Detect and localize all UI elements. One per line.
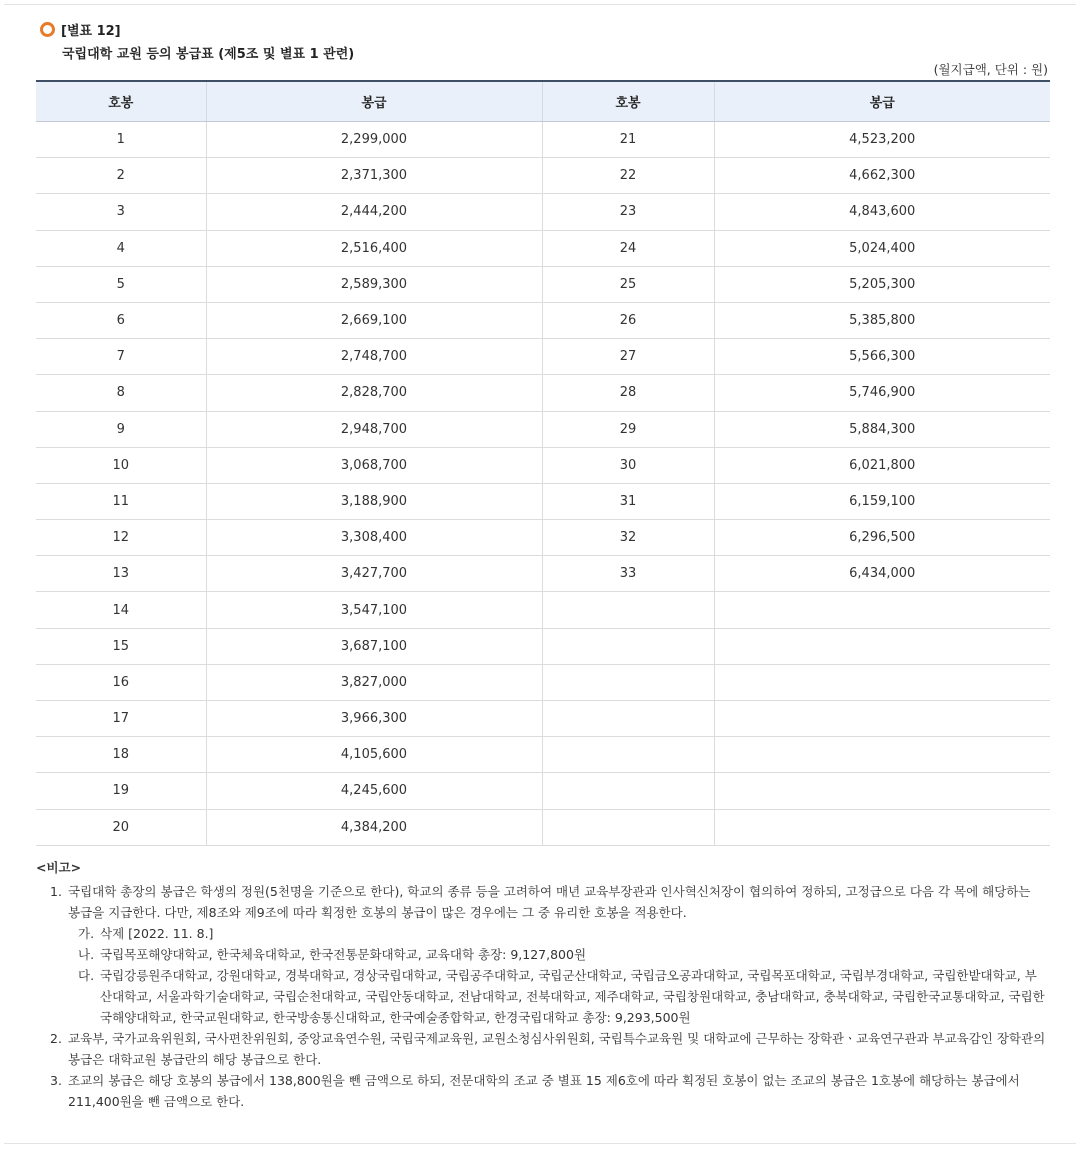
sub-text: 국립강릉원주대학교, 강원대학교, 경북대학교, 경상국립대학교, 국립공주대학교, 국립군산대학교, 국립금오공과대학교, 국립목포대학교, 국립부경대학교, 국립한밭대학교, 부산대학교, 서울과학기술대학교, 국립순천대학교, 국립안동대학교, 전남대학교, 전북대학교, 제주대학교, 국립창원대학교, 충남대학교, 충북대학교, 국립한국교통대학교, 국립한국해양대학교, 한국교원대학교, 한국방송통신대학교, 한국예술종합학교, 한경국립대학교 총장: 9,293,500원	[100, 968, 1045, 1025]
salary-cell: 5,024,400	[714, 230, 1050, 266]
table-row	[36, 737, 1050, 773]
step-cell	[542, 592, 714, 628]
step-cell: 8	[36, 375, 206, 411]
table-row	[36, 701, 1050, 737]
salary-cell: 6,159,100	[714, 483, 1050, 519]
salary-cell: 2,589,300	[206, 266, 542, 302]
table-header	[42, 18, 354, 62]
salary-cell	[714, 628, 1050, 664]
table-row	[36, 520, 1050, 556]
step-cell: 1	[36, 122, 206, 158]
step-cell: 27	[542, 339, 714, 375]
circle-bullet-icon	[40, 22, 55, 37]
col-header-salary: 봉급	[714, 81, 1050, 122]
step-cell: 6	[36, 302, 206, 338]
unit-note: (월지급액, 단위 : 원)	[933, 62, 1048, 77]
salary-cell: 4,384,200	[206, 809, 542, 845]
step-cell: 19	[36, 773, 206, 809]
step-cell: 3	[36, 194, 206, 230]
step-cell: 32	[542, 520, 714, 556]
step-cell	[542, 664, 714, 700]
note-item	[50, 881, 1046, 1028]
step-cell	[542, 773, 714, 809]
salary-cell: 6,296,500	[714, 520, 1050, 556]
step-cell: 14	[36, 592, 206, 628]
step-cell: 21	[542, 122, 714, 158]
salary-cell: 2,828,700	[206, 375, 542, 411]
note-text: 교육부, 국가교육위원회, 국사편찬위원회, 중앙교육연수원, 국립국제교육원, 교원소청심사위원회, 국립특수교육원 및 대학교에 근무하는 장학관ㆍ교육연구관과 부교육감인 장학관의 봉급은 대학교원 봉급란의 해당 봉급으로 한다.	[68, 1031, 1046, 1067]
salary-cell: 5,385,800	[714, 302, 1050, 338]
note-number: 2.	[50, 1031, 62, 1046]
step-cell	[542, 809, 714, 845]
salary-cell: 5,205,300	[714, 266, 1050, 302]
sub-mark: 나.	[78, 947, 95, 962]
salary-cell: 3,308,400	[206, 520, 542, 556]
step-cell: 11	[36, 483, 206, 519]
table-row	[36, 411, 1050, 447]
step-cell	[542, 701, 714, 737]
sub-mark: 다.	[78, 968, 95, 983]
table-row	[36, 122, 1050, 158]
notes-section	[36, 858, 1046, 1112]
step-cell: 30	[542, 447, 714, 483]
salary-cell: 3,068,700	[206, 447, 542, 483]
salary-cell	[714, 701, 1050, 737]
note-item	[50, 1070, 1046, 1112]
step-cell: 12	[36, 520, 206, 556]
table-row	[36, 773, 1050, 809]
table-row	[36, 483, 1050, 519]
table-body	[36, 122, 1050, 846]
step-cell: 16	[36, 664, 206, 700]
step-cell: 15	[36, 628, 206, 664]
table-row	[36, 266, 1050, 302]
table-row	[36, 556, 1050, 592]
salary-cell: 2,748,700	[206, 339, 542, 375]
salary-cell: 2,669,100	[206, 302, 542, 338]
salary-table	[36, 80, 1050, 846]
salary-cell: 6,434,000	[714, 556, 1050, 592]
step-cell: 22	[542, 158, 714, 194]
salary-cell: 3,827,000	[206, 664, 542, 700]
step-cell: 25	[542, 266, 714, 302]
salary-cell: 2,371,300	[206, 158, 542, 194]
table-row	[36, 809, 1050, 845]
table-row	[36, 302, 1050, 338]
salary-cell: 3,966,300	[206, 701, 542, 737]
table-row	[36, 375, 1050, 411]
step-cell: 20	[36, 809, 206, 845]
table-title: 국립대학 교원 등의 봉급표 (제5조 및 별표 1 관련)	[62, 47, 355, 62]
step-cell	[542, 628, 714, 664]
salary-cell: 5,884,300	[714, 411, 1050, 447]
notes-title: <비고>	[36, 860, 82, 875]
step-cell: 10	[36, 447, 206, 483]
salary-cell	[714, 809, 1050, 845]
salary-cell: 2,444,200	[206, 194, 542, 230]
step-cell: 33	[542, 556, 714, 592]
note-text: 조교의 봉급은 해당 호봉의 봉급에서 138,800원을 뺀 금액으로 하되, 전문대학의 조교 중 별표 15 제6호에 따라 획정된 호봉이 없는 조교의 봉급은 1호봉에 해당하는 봉급에서 211,400원을 뺀 금액으로 한다.	[68, 1073, 1020, 1109]
salary-cell: 2,299,000	[206, 122, 542, 158]
sub-item	[78, 923, 1046, 944]
step-cell: 5	[36, 266, 206, 302]
step-cell: 13	[36, 556, 206, 592]
salary-cell: 4,245,600	[206, 773, 542, 809]
step-cell: 24	[542, 230, 714, 266]
header-row	[36, 81, 1050, 122]
sub-text: 삭제 [2022. 11. 8.]	[100, 926, 214, 941]
step-cell: 2	[36, 158, 206, 194]
title-line	[42, 18, 354, 40]
salary-cell: 3,427,700	[206, 556, 542, 592]
salary-cell: 4,843,600	[714, 194, 1050, 230]
sub-item	[78, 944, 1046, 965]
step-cell: 18	[36, 737, 206, 773]
salary-cell: 4,523,200	[714, 122, 1050, 158]
step-cell: 31	[542, 483, 714, 519]
note-text: 국립대학 총장의 봉급은 학생의 정원(5천명을 기준으로 한다), 학교의 종류 등을 고려하여 매년 교육부장관과 인사혁신처장이 협의하여 정하되, 고정급으로 다음 각 목에 해당하는 봉급을 지급한다. 다만, 제8조와 제9조에 따라 획정한 호봉의 봉급이 많은 경우에는 그 중 유리한 호봉을 적용한다.	[68, 884, 1031, 920]
step-cell: 29	[542, 411, 714, 447]
salary-cell: 6,021,800	[714, 447, 1050, 483]
table-row	[36, 230, 1050, 266]
step-cell: 4	[36, 230, 206, 266]
salary-cell: 3,547,100	[206, 592, 542, 628]
col-header-salary: 봉급	[206, 81, 542, 122]
salary-cell: 4,662,300	[714, 158, 1050, 194]
note-number: 3.	[50, 1073, 62, 1088]
step-cell: 26	[542, 302, 714, 338]
table-row	[36, 194, 1050, 230]
table-row	[36, 158, 1050, 194]
appendix-code: [별표 12]	[61, 23, 121, 39]
table-row	[36, 592, 1050, 628]
step-cell: 23	[542, 194, 714, 230]
salary-cell	[714, 737, 1050, 773]
salary-cell: 4,105,600	[206, 737, 542, 773]
salary-cell	[714, 664, 1050, 700]
sub-mark: 가.	[78, 926, 95, 941]
salary-cell	[714, 592, 1050, 628]
salary-cell: 5,566,300	[714, 339, 1050, 375]
col-header-step: 호봉	[542, 81, 714, 122]
note-item	[50, 1028, 1046, 1070]
step-cell: 7	[36, 339, 206, 375]
sub-item	[78, 965, 1046, 1028]
sub-text: 국립목포해양대학교, 한국체육대학교, 한국전통문화대학교, 교육대학 총장: 9,127,800원	[100, 947, 587, 962]
salary-cell: 3,687,100	[206, 628, 542, 664]
step-cell: 9	[36, 411, 206, 447]
step-cell	[542, 737, 714, 773]
note-number: 1.	[50, 884, 62, 899]
salary-cell: 2,948,700	[206, 411, 542, 447]
salary-cell: 5,746,900	[714, 375, 1050, 411]
table-row	[36, 447, 1050, 483]
col-header-step: 호봉	[36, 81, 206, 122]
salary-cell: 2,516,400	[206, 230, 542, 266]
salary-cell	[714, 773, 1050, 809]
salary-cell: 3,188,900	[206, 483, 542, 519]
table-row	[36, 664, 1050, 700]
table-row	[36, 628, 1050, 664]
step-cell: 17	[36, 701, 206, 737]
table-row	[36, 339, 1050, 375]
step-cell: 28	[542, 375, 714, 411]
